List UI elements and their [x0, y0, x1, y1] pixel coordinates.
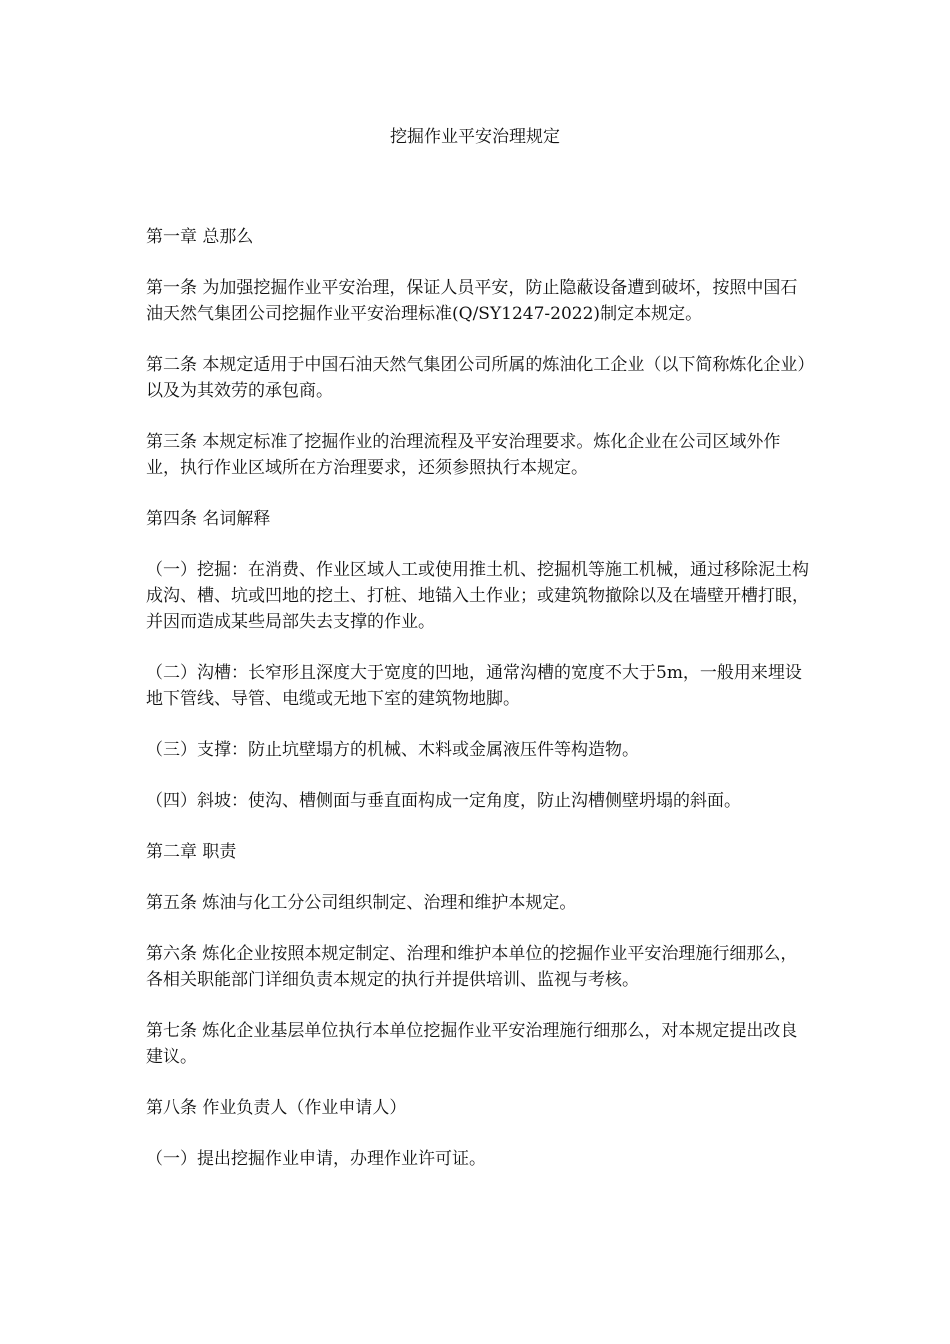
article-paragraph: 第七条 炼化企业基层单位执行本单位挖掘作业平安治理施行细那么，对本规定提出改良建议。 — [146, 1021, 798, 1067]
definition-paragraph: （三）支撑：防止坑壁塌方的机械、木料或金属液压件等构造物。 — [146, 740, 639, 760]
article-heading: 第四条 名词解释 — [146, 509, 271, 529]
chapter-heading: 第一章 总那么 — [146, 227, 254, 247]
document-body — [146, 224, 810, 1197]
article-paragraph: 第二条 本规定适用于中国石油天然气集团公司所属的炼油化工企业（以下简称炼化企业）以及为其效劳的承包商。 — [146, 355, 806, 401]
definition-paragraph: （一）挖掘：在消费、作业区域人工或使用推土机、挖掘机等施工机械，通过移除泥土构成沟、槽、坑或凹地的挖土、打桩、地锚入土作业；或建筑物撤除以及在墙壁开槽打眼，并因而造成某些局部失去支撑的作业。 — [146, 560, 809, 632]
article-heading: 第八条 作业负责人（作业申请人） — [146, 1098, 407, 1118]
article-paragraph: 第五条 炼油与化工分公司组织制定、治理和维护本规定。 — [146, 893, 577, 913]
definition-paragraph: （二）沟槽：长窄形且深度大于宽度的凹地，通常沟槽的宽度不大于5m，一般用来埋设地下管线、导管、电缆或无地下室的建筑物地脚。 — [146, 663, 802, 709]
document-title: 挖掘作业平安治理规定 — [390, 127, 560, 147]
duty-item: （一）提出挖掘作业申请，办理作业许可证。 — [146, 1149, 486, 1169]
article-paragraph: 第一条 为加强挖掘作业平安治理，保证人员平安，防止隐蔽设备遭到破坏，按照中国石油天然气集团公司挖掘作业平安治理标准(Q/SY1247-2022)制定本规定。 — [146, 278, 798, 324]
definition-paragraph: （四）斜坡：使沟、槽侧面与垂直面构成一定角度，防止沟槽侧壁坍塌的斜面。 — [146, 791, 741, 811]
article-paragraph: 第三条 本规定标准了挖掘作业的治理流程及平安治理要求。炼化企业在公司区域外作业，执行作业区域所在方治理要求，还须参照执行本规定。 — [146, 432, 781, 478]
chapter-heading: 第二章 职责 — [146, 842, 237, 862]
article-paragraph: 第六条 炼化企业按照本规定制定、治理和维护本单位的挖掘作业平安治理施行细那么，各相关职能部门详细负责本规定的执行并提供培训、监视与考核。 — [146, 944, 798, 990]
